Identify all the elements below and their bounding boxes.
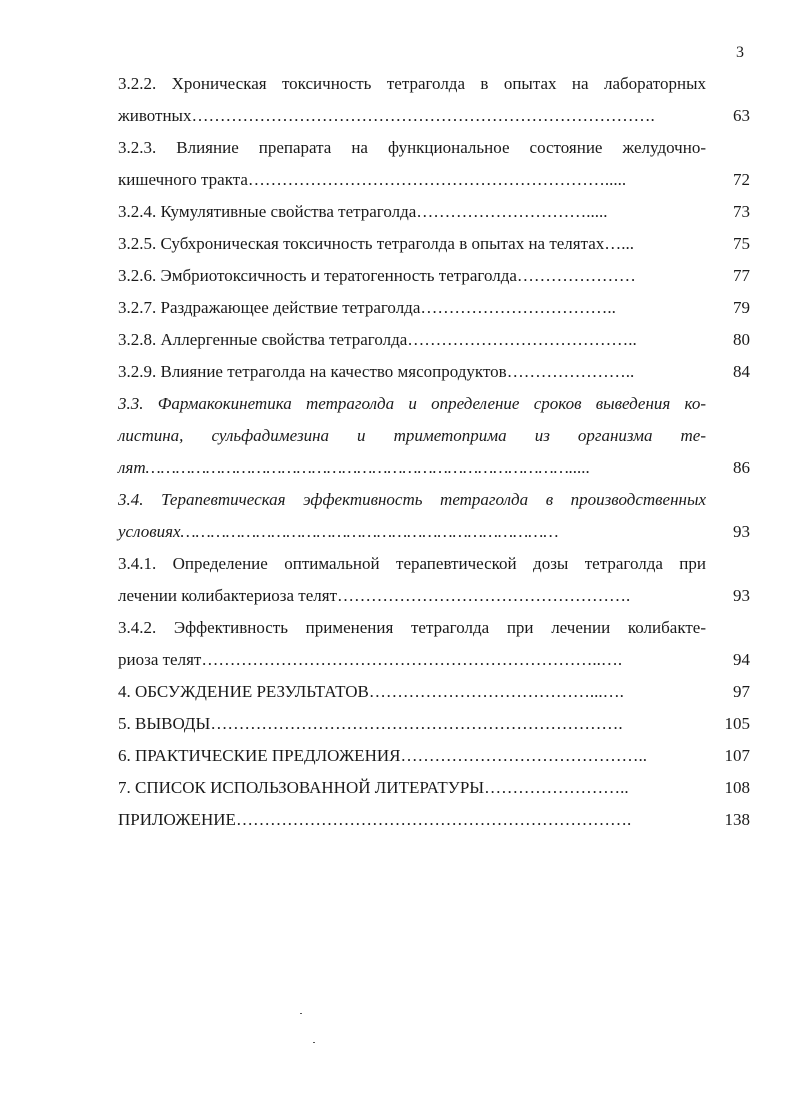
toc-entry-text: 3.2.3. Влияние препарата на функциональное состояние желудочно- (118, 138, 706, 157)
toc-entry-text: 3.2.8. Аллергенные свойства тетраголда………………………………….. (118, 330, 637, 349)
toc-page-number: 97 (733, 682, 750, 701)
toc-line (118, 708, 750, 740)
toc-entry-text: лечении колибактериоза телят……………………………………………. (118, 586, 631, 605)
toc-entry-text: листина, сульфадимезина и триметоприма из организма те- (118, 426, 706, 445)
scan-speck (313, 1042, 315, 1043)
toc-page-number: 93 (733, 586, 750, 605)
toc-entry-text: 3.2.5. Субхроническая токсичность тетраголда в опытах на телятах…... (118, 234, 635, 253)
toc-page-number: 107 (724, 746, 750, 765)
toc-line (118, 484, 750, 516)
toc-entry-text: 5. ВЫВОДЫ………………………………………………………………. (118, 714, 623, 733)
table-of-contents (118, 68, 750, 836)
toc-line (118, 388, 750, 420)
toc-page-number: 138 (724, 810, 750, 829)
toc-line (118, 772, 750, 804)
toc-entry-text: 3.2.2. Хроническая токсичность тетраголда в опытах на лабораторных (118, 74, 706, 93)
toc-entry-text: лят…………………………………………………………………………..... (118, 458, 591, 477)
toc-line (118, 228, 750, 260)
toc-entry-text: 3.3. Фармакокинетика тетраголда и определение сроков выведения ко- (118, 394, 706, 413)
toc-entry-text: 3.2.6. Эмбриотоксичность и тератогенность тетраголда………………… (118, 266, 636, 285)
toc-entry-text: 4. ОБСУЖДЕНИЕ РЕЗУЛЬТАТОВ…………………………………...…. (118, 682, 624, 701)
toc-page-number: 86 (733, 458, 750, 477)
toc-page-number: 73 (733, 202, 750, 221)
toc-entry-text: 3.2.9. Влияние тетраголда на качество мясопродуктов………………….. (118, 362, 635, 381)
toc-page-number: 84 (733, 362, 750, 381)
toc-entry-text: 3.2.4. Кумулятивные свойства тетраголда…………………………..... (118, 202, 608, 221)
toc-page-number: 80 (733, 330, 750, 349)
toc-line (118, 612, 750, 644)
page-number: 3 (736, 44, 744, 61)
toc-line (118, 548, 750, 580)
toc-entry-text: 3.4. Терапевтическая эффективность тетраголда в производственных (118, 490, 706, 509)
toc-entry-text: риоза телят……………………………………………………………..…. (118, 650, 623, 669)
toc-line (118, 324, 750, 356)
toc-entry-text: условиях………………………………………………………………… (118, 522, 559, 541)
toc-entry-text: 7. СПИСОК ИСПОЛЬЗОВАННОЙ ЛИТЕРАТУРЫ…………………….. (118, 778, 629, 797)
toc-line (118, 516, 750, 548)
toc-entry-text: 3.4.2. Эффективность применения тетраголда при лечении колибакте- (118, 618, 706, 637)
toc-line (118, 452, 750, 484)
toc-entry-text: кишечного тракта………………………………………………………..... (118, 170, 627, 189)
toc-line (118, 740, 750, 772)
toc-entry-text: 3.4.1. Определение оптимальной терапевтической дозы тетраголда при (118, 554, 706, 573)
toc-page-number: 105 (724, 714, 750, 733)
toc-entry-text: 6. ПРАКТИЧЕСКИЕ ПРЕДЛОЖЕНИЯ…………………………………….. (118, 746, 647, 765)
toc-entry-text: ПРИЛОЖЕНИЕ……………………………………………………………. (118, 810, 632, 829)
toc-page-number: 108 (724, 778, 750, 797)
toc-page-number: 94 (733, 650, 750, 669)
toc-entry-text: животных………………………………………………………………………. (118, 106, 655, 125)
toc-line (118, 68, 750, 100)
toc-line (118, 356, 750, 388)
scan-speck (300, 1013, 302, 1014)
toc-page-number: 72 (733, 170, 750, 189)
toc-page-number: 75 (733, 234, 750, 253)
toc-line (118, 580, 750, 612)
toc-line (118, 100, 750, 132)
toc-page-number: 63 (733, 106, 750, 125)
toc-line (118, 644, 750, 676)
toc-line (118, 676, 750, 708)
toc-line (118, 196, 750, 228)
toc-line (118, 260, 750, 292)
toc-line (118, 164, 750, 196)
toc-line (118, 292, 750, 324)
toc-page-number: 79 (733, 298, 750, 317)
toc-line (118, 804, 750, 836)
toc-entry-text: 3.2.7. Раздражающее действие тетраголда…………………………….. (118, 298, 616, 317)
toc-line (118, 132, 750, 164)
toc-page-number: 93 (733, 522, 750, 541)
toc-page-number: 77 (733, 266, 750, 285)
toc-line (118, 420, 750, 452)
